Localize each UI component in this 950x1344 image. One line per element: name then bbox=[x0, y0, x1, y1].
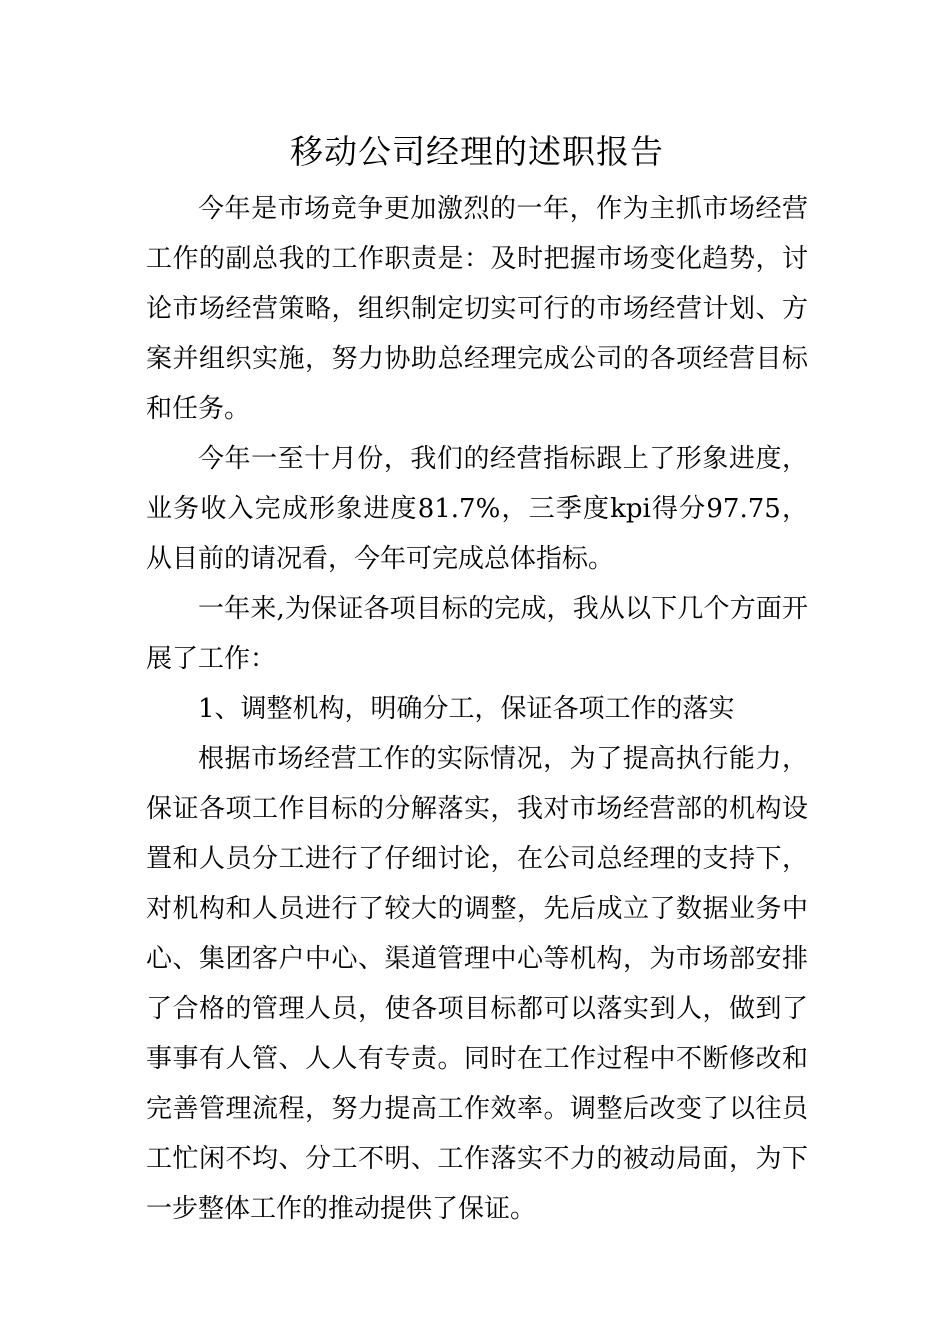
document-page bbox=[146, 128, 808, 1234]
paragraph-performance: 今年一至十月份，我们的经营指标跟上了形象进度，业务收入完成形象进度81.7%，三季度kpi得分97.75，从目前的请况看，今年可完成总体指标。 bbox=[146, 444, 808, 574]
paragraph-restructure: 根据市场经营工作的实际情况，为了提高执行能力，保证各项工作目标的分解落实，我对市场经营部的机构设置和人员分工进行了仔细讨论，在公司总经理的支持下，对机构和人员进行了较大的调整，先后成立了数据业务中心、集团客户中心、渠道管理中心等机构，为市场部安排了合格的管理人员，使各项目标都可以落实到人，做到了事事有人管、人人有专责。同时在工作过程中不断修改和完善管理流程，努力提高工作效率。调整后改变了以往员工忙闲不均、分工不明、工作落实不力的被动局面，为下一步整体工作的推动提供了保证。 bbox=[146, 744, 808, 1224]
paragraph-intro: 今年是市场竞争更加激烈的一年，作为主抓市场经营工作的副总我的工作职责是：及时把握市场变化趋势，讨论市场经营策略，组织制定切实可行的市场经营计划、方案并组织实施，努力协助总经理完成公司的各项经营目标和任务。 bbox=[146, 194, 808, 424]
section-heading-1: 1、调整机构，明确分工，保证各项工作的落实 bbox=[198, 694, 735, 724]
paragraph-overview: 一年来,为保证各项目标的完成，我从以下几个方面开展了工作： bbox=[146, 594, 808, 674]
document-title: 移动公司经理的述职报告 bbox=[290, 132, 664, 171]
